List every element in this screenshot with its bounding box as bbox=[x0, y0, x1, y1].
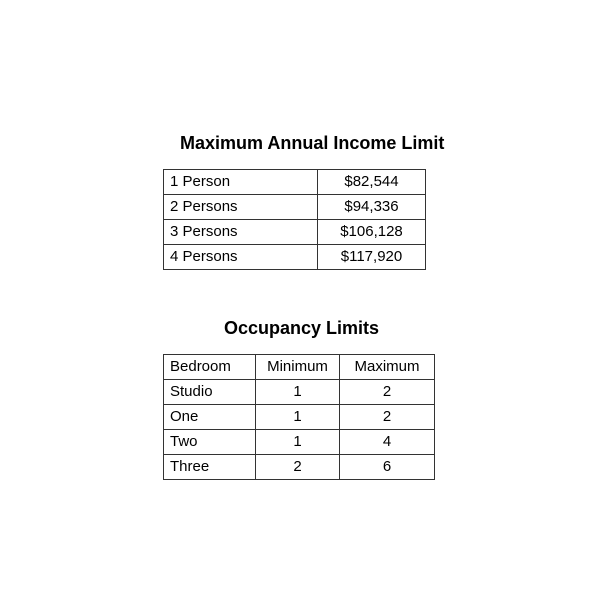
table-row bbox=[164, 195, 426, 220]
bedroom-cell: Studio bbox=[164, 380, 256, 405]
maximum-header: Maximum bbox=[340, 355, 435, 380]
minimum-cell: 1 bbox=[256, 430, 340, 455]
maximum-cell: 4 bbox=[340, 430, 435, 455]
minimum-cell: 1 bbox=[256, 380, 340, 405]
table-row bbox=[164, 405, 435, 430]
household-size-cell: 2 Persons bbox=[164, 195, 318, 220]
table-row bbox=[164, 170, 426, 195]
table-row bbox=[164, 380, 435, 405]
income-limit-cell: $117,920 bbox=[318, 245, 426, 270]
bedroom-header: Bedroom bbox=[164, 355, 256, 380]
occupancy-limits-title: Occupancy Limits bbox=[224, 318, 380, 338]
table-row bbox=[164, 430, 435, 455]
household-size-cell: 1 Person bbox=[164, 170, 318, 195]
table-row bbox=[164, 455, 435, 480]
bedroom-cell: Two bbox=[164, 430, 256, 455]
minimum-cell: 1 bbox=[256, 405, 340, 430]
maximum-cell: 2 bbox=[340, 405, 435, 430]
household-size-cell: 3 Persons bbox=[164, 220, 318, 245]
income-limit-cell: $94,336 bbox=[318, 195, 426, 220]
minimum-header: Minimum bbox=[256, 355, 340, 380]
household-size-cell: 4 Persons bbox=[164, 245, 318, 270]
bedroom-cell: One bbox=[164, 405, 256, 430]
bedroom-cell: Three bbox=[164, 455, 256, 480]
table-row bbox=[164, 245, 426, 270]
table-row bbox=[164, 220, 426, 245]
occupancy-limits-table bbox=[163, 354, 435, 480]
minimum-cell: 2 bbox=[256, 455, 340, 480]
income-limit-title: Maximum Annual Income Limit bbox=[180, 133, 445, 153]
income-limit-table bbox=[163, 169, 426, 270]
income-limit-cell: $106,128 bbox=[318, 220, 426, 245]
maximum-cell: 6 bbox=[340, 455, 435, 480]
header-row bbox=[164, 355, 435, 380]
income-limit-cell: $82,544 bbox=[318, 170, 426, 195]
maximum-cell: 2 bbox=[340, 380, 435, 405]
